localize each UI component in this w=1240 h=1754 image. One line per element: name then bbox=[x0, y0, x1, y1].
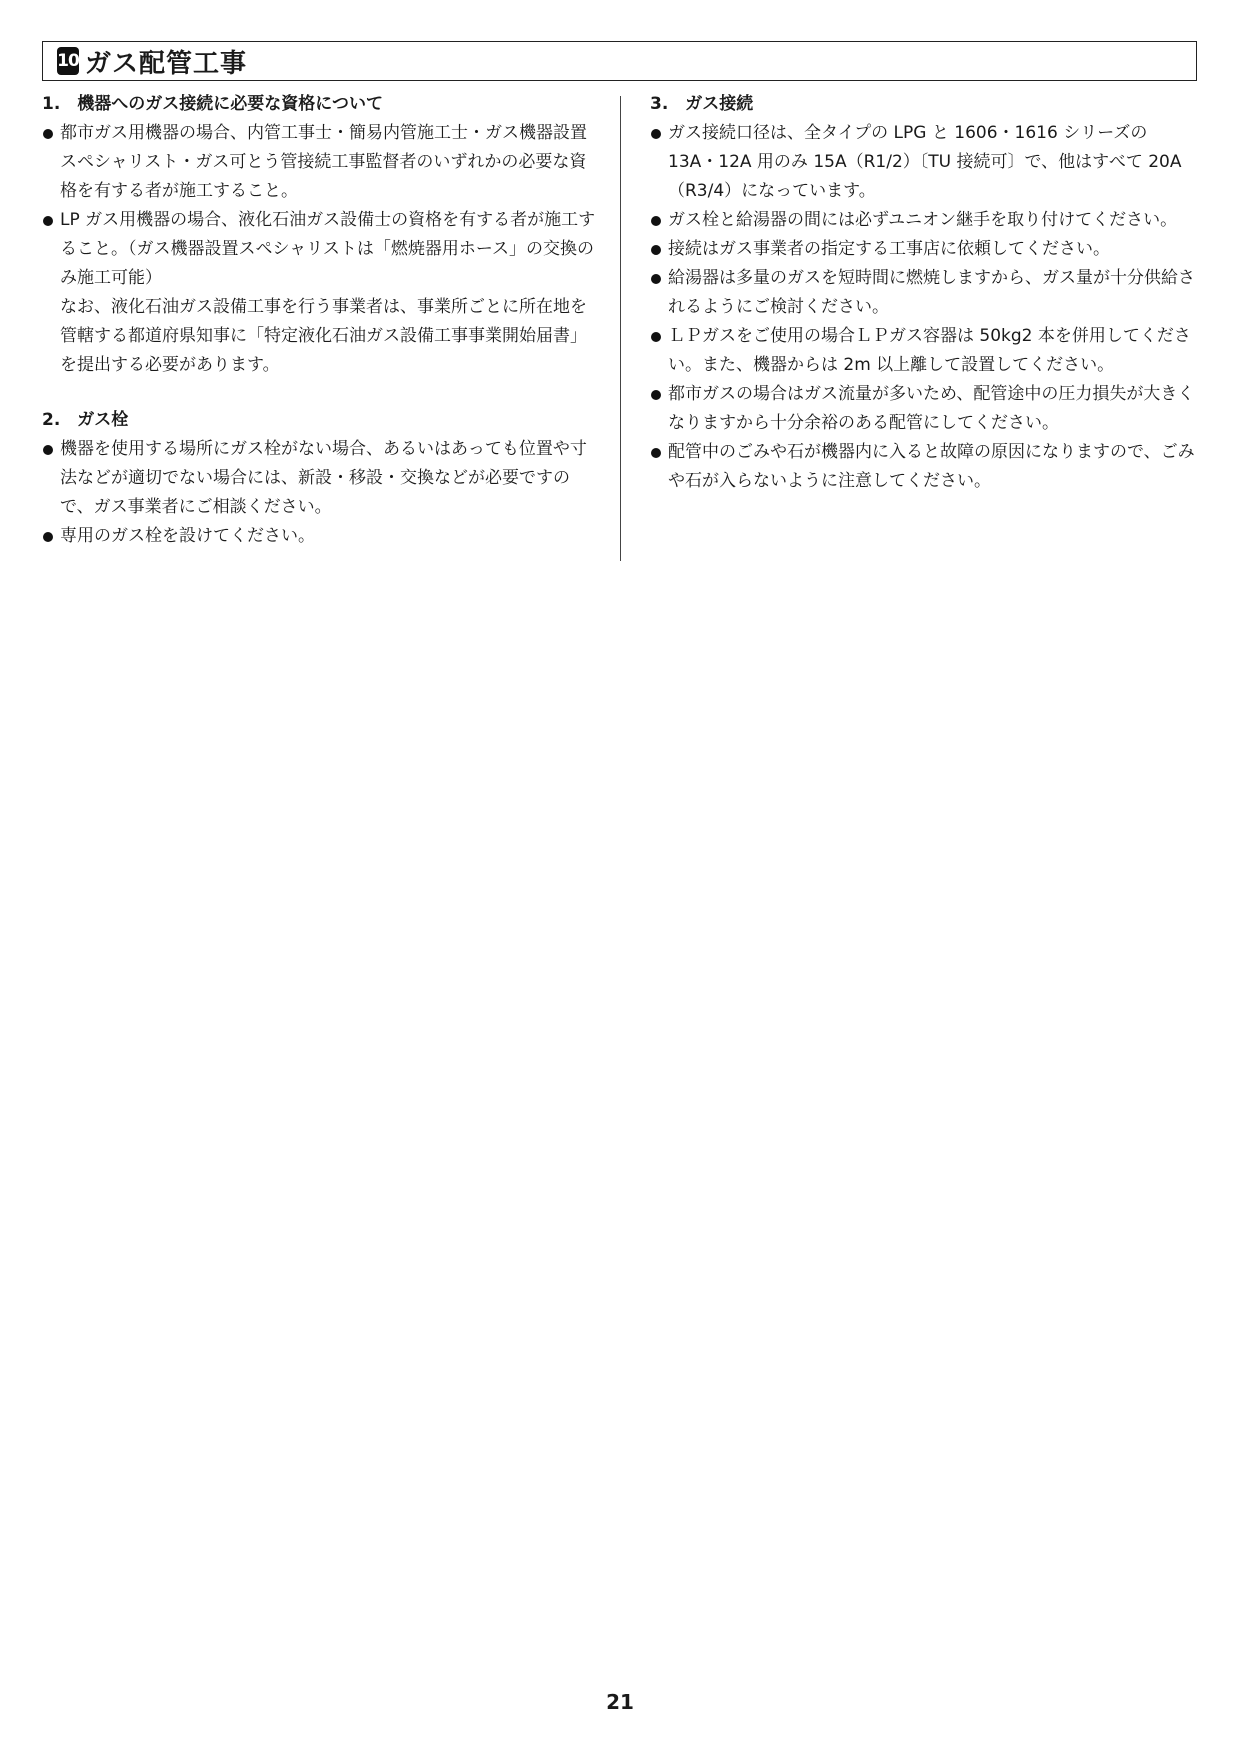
bullet-icon bbox=[43, 216, 53, 226]
list-item-text: 配管中のごみや石が機器内に入ると故障の原因になりますので、ごみや石が入らないように注意してください。 bbox=[668, 442, 1195, 491]
note-paragraph: なお、液化石油ガス設備工事を行う事業者は、事業所ごとに所在地を管轄する都道府県知事に「特定液化石油ガス設備工事事業開始届書」を提出する必要があります。 bbox=[60, 297, 587, 375]
list-item bbox=[650, 264, 1198, 322]
heading-gas-valve: 2. ガス栓 bbox=[42, 410, 129, 430]
list-item-text: 都市ガス用機器の場合、内管工事士・簡易内管施工士・ガス機器設置スペシャリスト・ガス可とう管接続工事監督者のいずれかの必要な資格を有する者が施工すること。 bbox=[60, 123, 587, 201]
list-item-text: 給湯器は多量のガスを短時間に燃焼しますから、ガス量が十分供給されるようにご検討ください。 bbox=[668, 268, 1195, 317]
column-divider bbox=[620, 96, 621, 561]
list-item-text: ガス栓と給湯器の間には必ずユニオン継手を取り付けてください。 bbox=[668, 210, 1178, 230]
bullet-icon bbox=[651, 216, 661, 226]
list-item-text: 機器を使用する場所にガス栓がない場合、あるいはあっても位置や寸法などが適切でない場合には、新設・移設・交換などが必要ですので、ガス事業者にご相談ください。 bbox=[60, 439, 587, 517]
list-item bbox=[42, 119, 597, 206]
list-item bbox=[650, 438, 1198, 496]
list-item bbox=[650, 206, 1198, 235]
list-item-text: ＬＰガスをご使用の場合ＬＰガス容器は 50kg2 本を併用してください。また、機器からは 2m 以上離して設置してください。 bbox=[668, 326, 1191, 375]
page-number: 21 bbox=[606, 1690, 634, 1714]
section-title-box bbox=[42, 41, 1197, 81]
bullet-icon bbox=[43, 445, 53, 455]
list-item bbox=[650, 119, 1198, 206]
bullet-icon bbox=[651, 390, 661, 400]
section-title: ガス配管工事 bbox=[85, 48, 248, 79]
right-column bbox=[650, 92, 1198, 496]
list-item-text: 都市ガスの場合はガス流量が多いため、配管途中の圧力損失が大きくなりますから十分余裕のある配管にしてください。 bbox=[668, 384, 1195, 433]
bullet-icon bbox=[651, 245, 661, 255]
list-item bbox=[650, 380, 1198, 438]
list-item-text: ガス接続口径は、全タイプの LPG と 1606・1616 シリーズの 13A・12A 用のみ 15A（R1/2）〔TU 接続可〕で、他はすべて 20A（R3/4）になっています。 bbox=[668, 123, 1182, 201]
bullet-icon bbox=[43, 129, 53, 139]
list-item bbox=[650, 235, 1198, 264]
heading-qualifications: 1. 機器へのガス接続に必要な資格について bbox=[42, 94, 383, 114]
bullet-icon bbox=[43, 532, 53, 542]
heading-gas-connection: 3. ガス接続 bbox=[650, 94, 754, 114]
bullet-icon bbox=[651, 332, 661, 342]
bullet-icon bbox=[651, 274, 661, 284]
bullet-icon bbox=[651, 448, 661, 458]
list-item-text: 専用のガス栓を設けてください。 bbox=[60, 526, 315, 546]
left-column bbox=[42, 92, 597, 551]
list-item bbox=[42, 522, 597, 551]
list-item-text: LP ガス用機器の場合、液化石油ガス設備士の資格を有する者が施工すること。（ガス機器設置スペシャリストは「燃焼器用ホース」の交換のみ施工可能） bbox=[60, 210, 596, 288]
list-item-text: 接続はガス事業者の指定する工事店に依頼してください。 bbox=[668, 239, 1110, 259]
list-item bbox=[42, 435, 597, 522]
section-number-badge: 10 bbox=[57, 47, 79, 75]
list-item bbox=[650, 322, 1198, 380]
list-item bbox=[42, 206, 597, 293]
bullet-icon bbox=[651, 129, 661, 139]
